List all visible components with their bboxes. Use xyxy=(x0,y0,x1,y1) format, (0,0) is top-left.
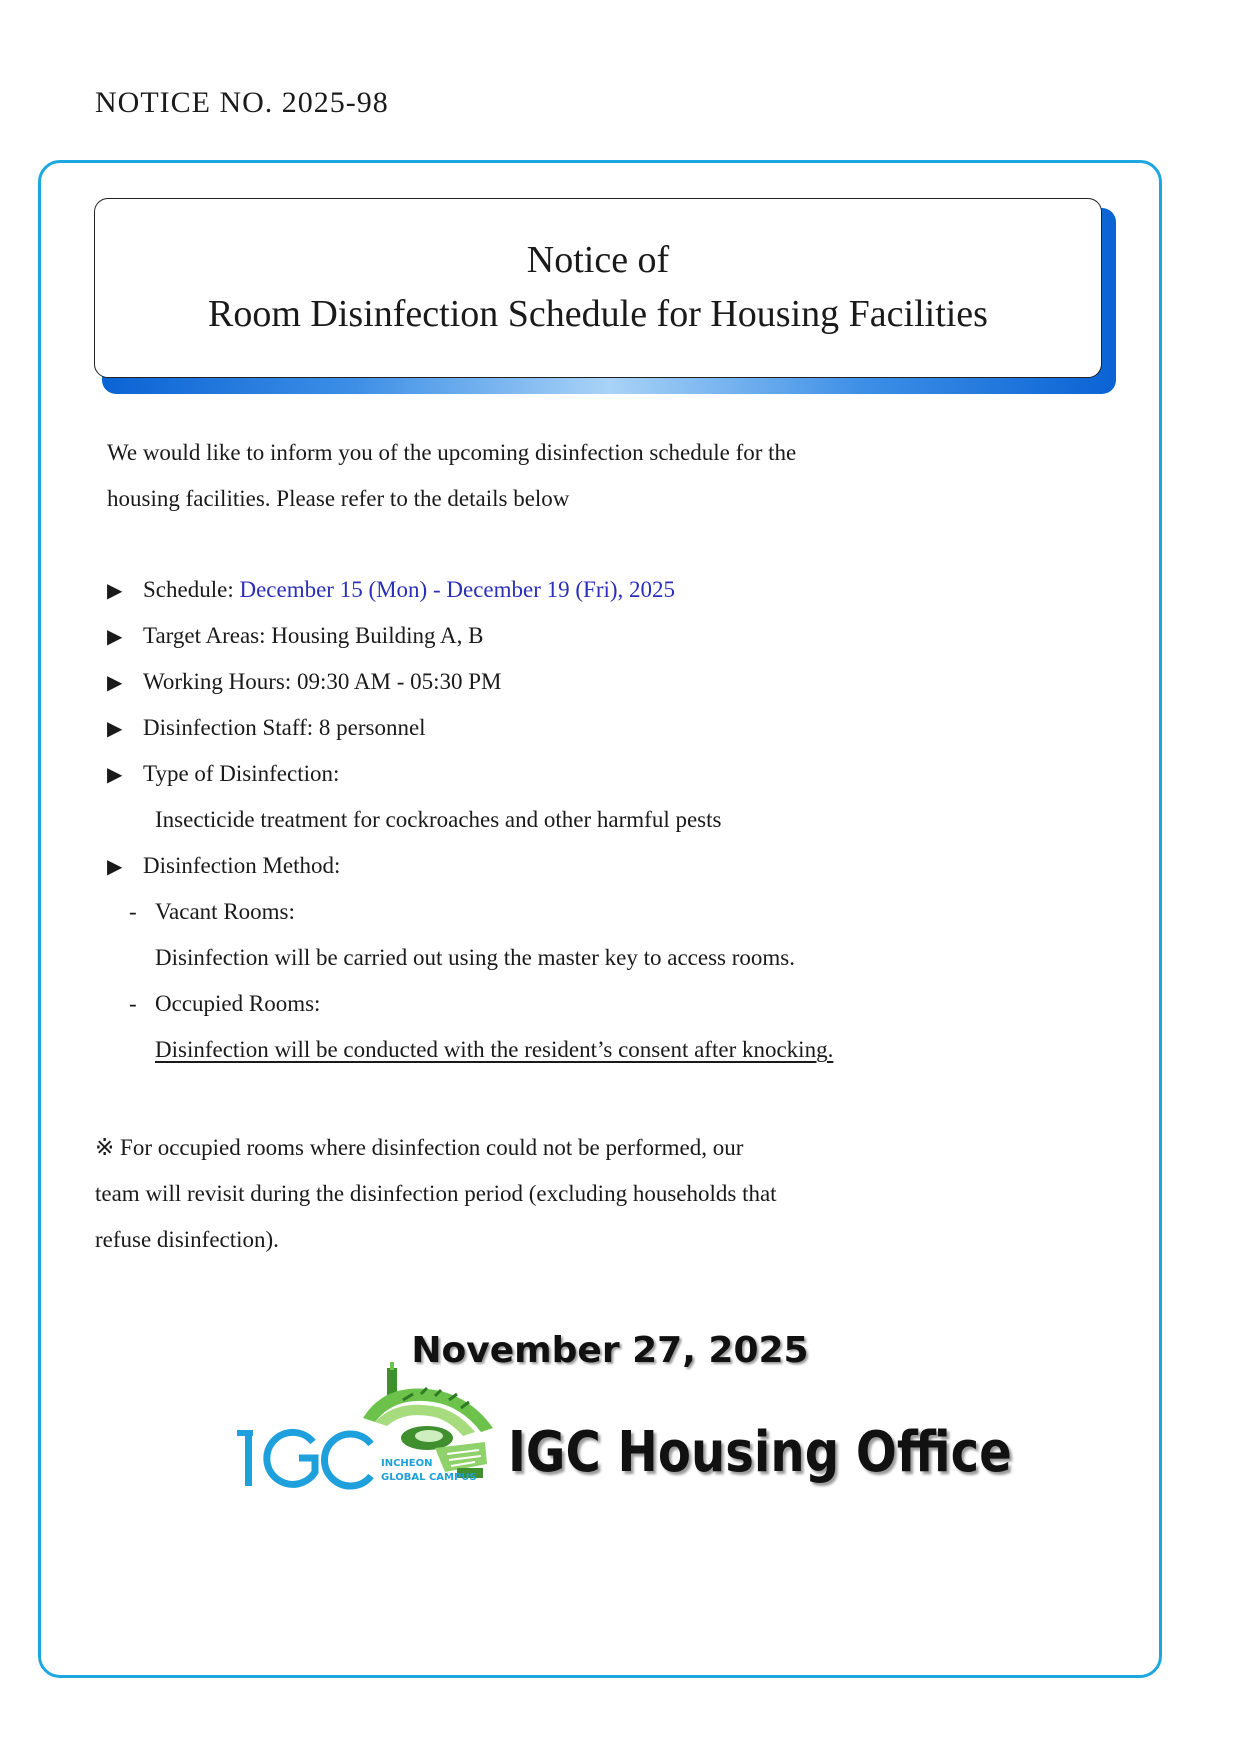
igc-logo xyxy=(235,1360,505,1495)
triangle-right-icon: ▶ xyxy=(107,578,123,602)
occupied-rooms-row xyxy=(107,981,833,1027)
remark-paragraph xyxy=(95,1125,777,1263)
dash-marker: - xyxy=(129,991,137,1016)
logo-sub-line-1: INCHEON xyxy=(381,1458,433,1469)
triangle-right-icon: ▶ xyxy=(107,670,123,694)
vacant-rooms-row xyxy=(107,889,833,935)
occupied-rooms-value: Disinfection will be conducted with the resident’s consent after knocking. xyxy=(155,1037,834,1062)
working-hours-value: 09:30 AM - 05:30 PM xyxy=(297,669,502,694)
remark-line-3: refuse disinfection). xyxy=(95,1227,279,1252)
staff-label: Disinfection Staff xyxy=(143,715,307,740)
working-hours-label: Working Hours xyxy=(143,669,285,694)
target-areas-value: Housing Building A, B xyxy=(271,623,484,648)
triangle-right-icon: ▶ xyxy=(107,624,123,648)
intro-line-1: We would like to inform you of the upcoming disinfection schedule for the xyxy=(107,440,797,465)
notice-number: NOTICE NO. 2025-98 xyxy=(95,86,389,119)
target-areas-row: ▶ Target Areas : Housing Building A, B xyxy=(107,613,833,659)
schedule-value: December 15 (Mon) - December 19 (Fri), 2025 xyxy=(239,577,676,602)
igc-letters xyxy=(237,1430,371,1486)
method-row xyxy=(107,843,833,889)
staff-value: 8 personnel xyxy=(318,715,426,740)
title-line-2: Room Disinfection Schedule for Housing Facilities xyxy=(208,293,988,335)
staff-row: ▶ Disinfection Staff : 8 personnel xyxy=(107,705,833,751)
remark-line-2: team will revisit during the disinfection period (excluding households that xyxy=(95,1181,777,1206)
triangle-right-icon: ▶ xyxy=(107,716,123,740)
type-value: Insecticide treatment for cockroaches and other harmful pests xyxy=(155,807,722,832)
method-label: Disinfection Method: xyxy=(143,853,341,878)
title-line-1: Notice of xyxy=(526,239,670,281)
occupied-rooms-label: Occupied Rooms: xyxy=(155,991,321,1016)
intro-paragraph xyxy=(107,430,796,522)
working-hours-row: ▶ Working Hours : 09:30 AM - 05:30 PM xyxy=(107,659,833,705)
occupied-rooms-value-wrap xyxy=(107,1027,833,1073)
type-label: Type of Disinfection: xyxy=(143,761,340,786)
schedule-label: Schedule xyxy=(143,577,228,602)
triangle-right-icon: ▶ xyxy=(107,854,123,878)
schedule-row: ▶ Schedule : December 15 (Mon) - December 19 (Fri), 2025 xyxy=(107,567,833,613)
logo-sub-line-2: GLOBAL CAMPUS xyxy=(381,1472,477,1483)
office-name: IGC Housing Office xyxy=(508,1420,1012,1485)
type-row xyxy=(107,751,833,797)
notice-date: November 27, 2025 xyxy=(411,1330,809,1371)
intro-line-2: housing facilities. Please refer to the details below xyxy=(107,486,570,511)
remark-line-1: ※ For occupied rooms where disinfection could not be performed, our xyxy=(95,1135,744,1160)
target-areas-label: Target Areas xyxy=(143,623,260,648)
vacant-rooms-label: Vacant Rooms: xyxy=(155,899,295,924)
title-box xyxy=(94,198,1102,378)
triangle-right-icon: ▶ xyxy=(107,762,123,786)
vacant-rooms-value: Disinfection will be carried out using the master key to access rooms. xyxy=(155,945,795,970)
details-list xyxy=(107,567,833,1073)
dash-marker: - xyxy=(129,899,137,924)
